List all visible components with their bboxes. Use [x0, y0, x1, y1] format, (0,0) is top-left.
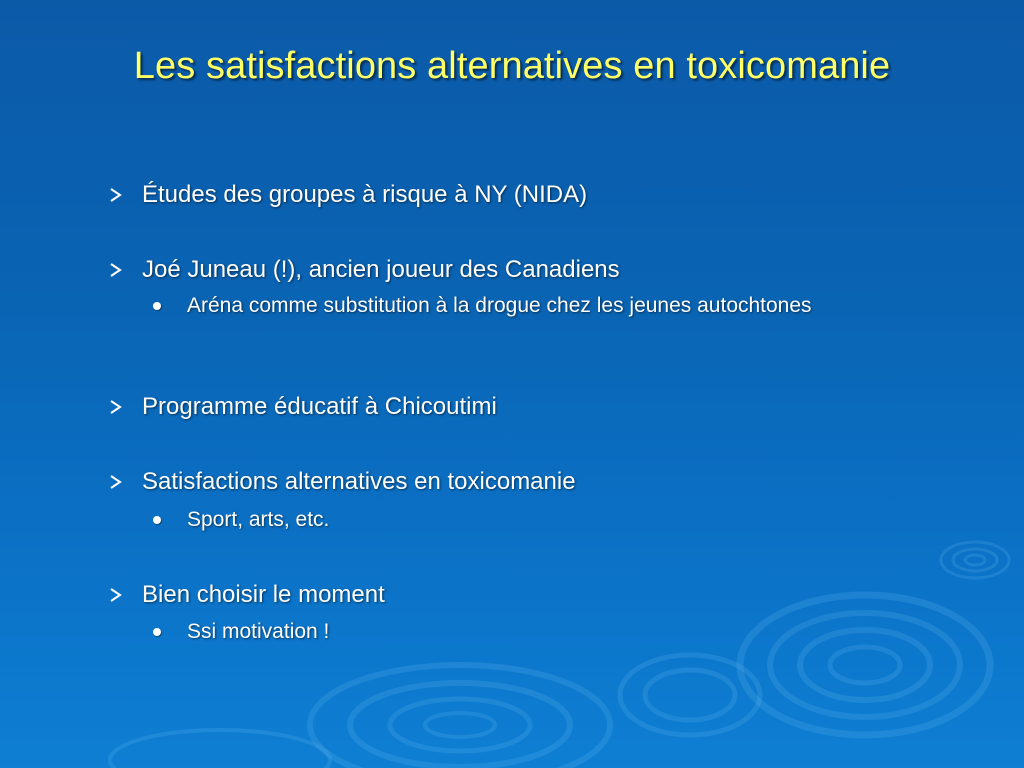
sub-bullet-item [153, 292, 827, 320]
sub-bullet-text: Ssi motivation ! [187, 620, 330, 643]
sub-bullet-item [153, 506, 827, 534]
bullet-text: Satisfactions alternatives en toxicomanie [142, 468, 576, 495]
slide-title: Les satisfactions alternatives en toxicomanie [133, 45, 891, 87]
bullet-item [105, 580, 385, 610]
bullet-text: Joé Juneau (!), ancien joueur des Canadiens [142, 256, 620, 283]
bullet-item [105, 392, 497, 422]
bullet-text: Études des groupes à risque à NY (NIDA) [142, 181, 588, 208]
arrow-bullet-icon [105, 180, 127, 210]
arrow-bullet-icon [105, 580, 127, 610]
dot-bullet-icon [153, 302, 161, 310]
sub-bullet-text: Aréna comme substitution à la drogue chez les jeunes autochtones [187, 294, 812, 317]
dot-bullet-icon [153, 628, 161, 636]
bullet-text: Programme éducatif à Chicoutimi [142, 393, 497, 420]
sub-bullet-text: Sport, arts, etc. [187, 508, 330, 531]
bullet-text: Bien choisir le moment [142, 581, 385, 608]
arrow-bullet-icon [105, 255, 127, 285]
dot-bullet-icon [153, 516, 161, 524]
arrow-bullet-icon [105, 392, 127, 422]
bullet-item [105, 467, 576, 497]
bullet-item [105, 255, 620, 285]
arrow-bullet-icon [105, 467, 127, 497]
bullet-item [105, 180, 587, 210]
sub-bullet-item [153, 618, 827, 646]
